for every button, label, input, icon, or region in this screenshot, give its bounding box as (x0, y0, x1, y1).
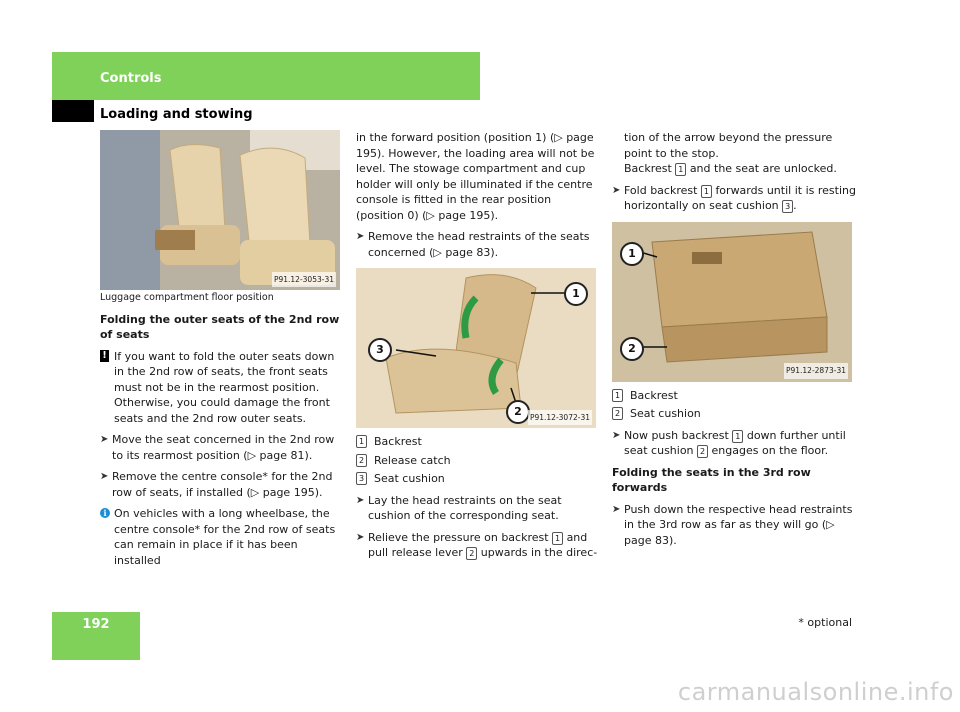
legend-item (356, 434, 598, 450)
ref-number: 2 (697, 445, 708, 458)
image-code: P91.12-3072-31 (528, 410, 592, 426)
callout-badge: 3 (368, 338, 392, 362)
seats-illustration (100, 130, 340, 290)
column-1 (100, 130, 340, 574)
ref-number: 1 (552, 532, 563, 545)
step-text: Move the seat concerned in the 2nd row to its rearmost position (▷ page 81). (112, 433, 335, 462)
warning-text: If you want to fold the outer seats down in the 2nd row of seats, the front seats must not be in the rearmost position. Otherwise, you could damage the front seats and the 2nd row outer seats. (114, 349, 335, 425)
column-2 (356, 130, 598, 567)
step-text: Remove the centre console* for the 2nd row of seats, if installed (▷ page 195). (112, 470, 333, 499)
instruction-step (100, 432, 340, 463)
legend-label: Seat cushion (374, 472, 445, 485)
step-arrow-icon: ➤ (356, 231, 365, 242)
step-arrow-icon: ➤ (100, 434, 109, 445)
step-text: engages on the floor. (711, 444, 829, 457)
instruction-step (356, 229, 598, 260)
warning-note (100, 349, 340, 427)
step-text: Remove the head restraints of the seats concerned (▷ page 83). (368, 230, 590, 259)
info-note (100, 506, 340, 568)
step-arrow-icon: ➤ (100, 471, 109, 482)
info-text: On vehicles with a long wheelbase, the centre console* for the 2nd row of seats can remain in place if it has been installed (114, 507, 336, 567)
image-code: P91.12-3053-31 (272, 272, 336, 288)
warning-icon: ! (100, 350, 109, 362)
legend-item (612, 406, 856, 422)
legend-number: 1 (612, 389, 623, 402)
footnote: * optional (798, 616, 852, 629)
legend-item (356, 471, 598, 487)
info-icon: i (100, 508, 110, 518)
image-caption: Luggage compartment floor position (100, 292, 274, 303)
text-span: tion of the arrow beyond the pressure point to the stop. (624, 131, 833, 160)
seat-release-illustration (356, 268, 596, 428)
instruction-step (356, 493, 598, 524)
ref-number: 1 (701, 185, 712, 198)
legend-number: 2 (356, 454, 367, 467)
step-arrow-icon: ➤ (612, 429, 621, 441)
callout-badge: 2 (620, 337, 644, 361)
legend-list (612, 388, 856, 422)
step-text: Push down the respective head restraints in the 3rd row as far as they will go (▷ page 83). (624, 502, 853, 547)
ref-number: 1 (732, 430, 743, 443)
instruction-step (612, 502, 856, 549)
instruction-step (100, 469, 340, 500)
legend-number: 3 (356, 472, 367, 485)
header-marker (52, 100, 94, 122)
continued-text: in the forward position (position 1) (▷ page 195). However, the loading area will not be level. The stowage compartment and cup holder will only be illuminated if the centre console is fitted in the rear position (position 0) (▷ page 195). (356, 131, 595, 222)
step-text: down further until seat cushion (624, 428, 846, 457)
legend-label: Release catch (374, 453, 451, 467)
column-3 (612, 130, 856, 554)
step-text: upwards in the direc- (480, 546, 598, 559)
step-text: Now push backrest (624, 428, 729, 442)
callout-badge: 2 (506, 400, 530, 424)
section-heading: Folding the seats in the 3rd row forwards (612, 465, 811, 494)
text-span: Backrest (624, 162, 672, 175)
legend-label: Backrest (630, 388, 678, 402)
step-arrow-icon: ➤ (612, 184, 621, 196)
folded-seat-photo (612, 222, 852, 382)
step-text: Lay the head restraints on the seat cushion of the corresponding seat. (368, 493, 562, 522)
step-arrow-icon: ➤ (612, 503, 621, 515)
step-arrow-icon: ➤ (356, 494, 365, 506)
text-span: and the seat are unlocked. (689, 162, 837, 175)
step-text: Relieve the pressure on backrest (368, 530, 549, 544)
step-arrow-icon: ➤ (356, 531, 365, 543)
seat-release-photo (356, 268, 596, 428)
step-text: and pull release lever (368, 530, 588, 559)
page-title: Loading and stowing (100, 107, 253, 122)
callout-badge: 1 (564, 282, 588, 306)
folded-seat-illustration (612, 222, 852, 382)
instruction-step: ➤ Fold backrest 1 forwards until it is resting horizontally on seat cushion 3 . (612, 183, 856, 212)
legend-label: Seat cushion (630, 407, 701, 420)
legend-number: 1 (356, 435, 367, 448)
step-text: Fold backrest (624, 183, 698, 197)
section-heading: Folding the outer seats of the 2nd row of seats (100, 312, 340, 341)
step-text: forwards until it is resting horizontally on seat cushion (624, 183, 856, 212)
watermark: carmanualsonline.info (677, 678, 954, 706)
page-number: 192 (82, 617, 110, 632)
legend-item (612, 388, 856, 404)
image-code: P91.12-2873-31 (784, 363, 848, 379)
ref-number: 1 (675, 163, 686, 176)
legend-item (356, 453, 598, 469)
callout-badge: 1 (620, 242, 644, 266)
ref-number: 2 (466, 547, 477, 560)
section-title: Controls (100, 71, 162, 86)
legend-list (356, 434, 598, 487)
legend-number: 2 (612, 407, 623, 420)
seats-photo (100, 130, 340, 290)
instruction-step (612, 428, 856, 459)
continued-text (612, 130, 856, 177)
instruction-step (356, 530, 598, 561)
ref-number: 3 (782, 200, 793, 213)
legend-label: Backrest (374, 435, 422, 448)
